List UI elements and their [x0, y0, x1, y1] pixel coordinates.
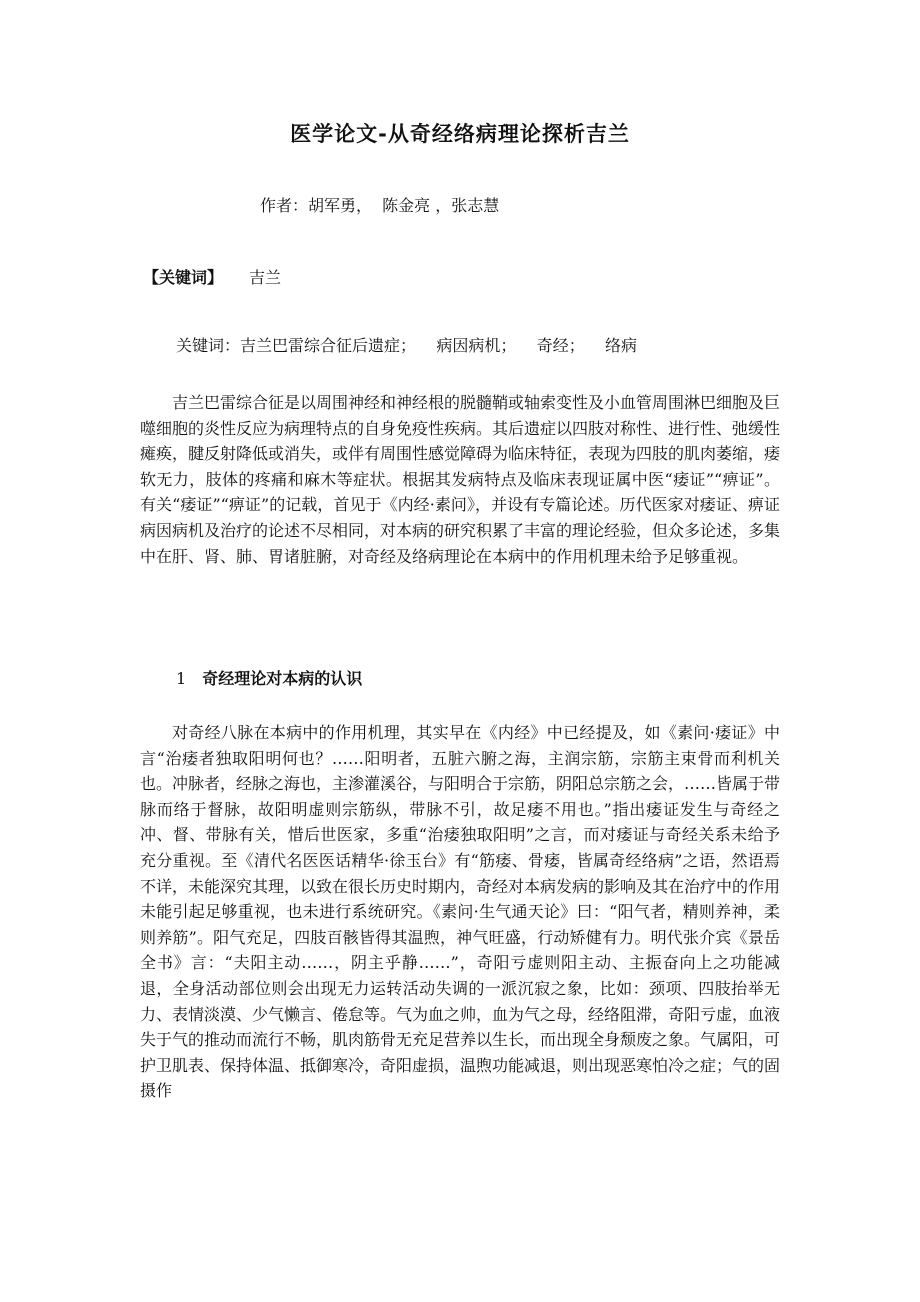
- section-heading-1: [176, 666, 362, 689]
- keywords-heading-value: 吉兰: [249, 268, 282, 287]
- keywords-heading: [143, 265, 281, 288]
- paper-title: 医学论文-从奇经络病理论探析吉兰: [290, 122, 630, 146]
- author-line: 作者：胡军勇， 陈金亮 ，张志慧: [260, 196, 500, 215]
- section-number: 1: [176, 669, 187, 688]
- section-title: 奇经理论对本病的认识: [202, 669, 363, 688]
- keywords-heading-label: 【关键词】: [143, 268, 224, 287]
- paragraph-section-1: 对奇经八脉在本病中的作用机理，其实早在《内经》中已经提及，如《素问·痿证》中言“治痿者独取阳明何也？……阳明者，五脏六腑之海，主润宗筋，宗筋主束骨而利机关也。冲脉者，经脉之海也，主渗灌溪谷，与阳明合于宗筋，阴阳总宗筋之会，……皆属于带脉而络于督脉，故阳明虚则宗筋纵，带脉不引，故足痿不用也。”指出痿证发生与奇经之冲、督、带脉有关，惜后世医家，多重“治痿独取阳明”之言，而对痿证与奇经关系未给予充分重视。至《清代名医医话精华·徐玉台》有“筋痿、骨痿，皆属奇经络病”之语，然语焉不详，未能深究其理，以致在很长历史时期内，奇经对本病发病的影响及其在治疗中的作用未能引起足够重视，也未进行系统研究。《素问·生气通天论》曰：“阳气者，精则养神，柔则养筋”。阳气充足，四肢百骸皆得其温煦，神气旺盛，行动矫健有力。明代张介宾《景岳全书》言：“夫阳主动……，阴主乎静……”，奇阳亏虚则阳主动、主振奋向上之功能减退，全身活动部位则会出现无力运转活动失调的一派沉寂之象，比如：颈项、四肢抬举无力、表情淡漠、少气懒言、倦怠等。气为血之帅，血为气之母，经络阻滞，奇阳亏虚，血液失于气的推动而流行不畅，肌肉筋骨无充足营养以生长，而出现全身颓废之象。气属阳，可护卫肌表、保持体温、抵御寒冷，奇阳虚损，温煦功能减退，则出现恶寒怕冷之症；气的固摄作: [140, 723, 781, 1101]
- paragraph-intro: 吉兰巴雷综合征是以周围神经和神经根的脱髓鞘或轴索变性及小血管周围淋巴细胞及巨噬细胞的炎性反应为病理特点的自身免疫性疾病。其后遗症以四肢对称性、进行性、弛缓性瘫痪，腱反射降低或消失，或伴有周围性感觉障碍为临床特征，表现为四肢的肌肉萎缩，痿软无力，肢体的疼痛和麻木等症状。根据其发病特点及临床表现证属中医“痿证”“痹证”。有关“痿证”“痹证”的记载，首见于《内经·素问》，并设有专篇论述。历代医家对痿证、痹证病因病机及治疗的论述不尽相同，对本病的研究积累了丰富的理论经验，但众多论述，多集中在肝、肾、肺、胃诸脏腑，对奇经及络病理论在本病中的作用机理未给予足够重视。: [140, 393, 781, 566]
- keywords-line: 关键词：吉兰巴雷综合征后遗症； 病因病机； 奇经； 络病: [176, 336, 638, 355]
